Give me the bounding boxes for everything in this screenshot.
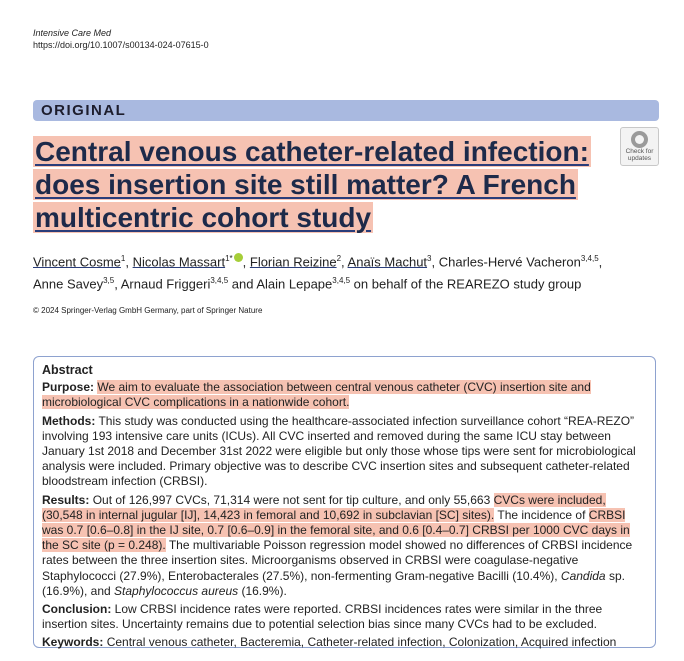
author-separator: , [242,254,250,270]
results-highlight-1: CVCs were included, (30,548 in internal jugular [IJ], 14,423 in femoral and 10,692 in subclavian [SC] sites). [42,492,606,522]
author-link[interactable]: Florian Reizine [249,254,337,270]
author-affiliation: 3 [427,254,432,263]
abstract-results [42,493,646,599]
author-separator: , [598,254,603,270]
author-separator: , [125,254,133,270]
results-label: Results: [42,492,90,507]
abstract-methods [42,414,646,490]
author-affiliation: 3,4,5 [210,276,229,286]
abstract-purpose [42,380,646,410]
orcid-icon[interactable] [234,253,243,262]
article-title-text: Central venous catheter-related infection: does insertion site still matter? A French multicentric cohort study [35,136,589,233]
results-text-5: (16.9%). [238,583,287,598]
author-separator: , [341,254,348,270]
study-group: on behalf of the REAREZO study group [350,276,582,292]
author-affiliation: 3,4,5 [332,276,351,286]
section-banner [33,100,659,121]
author-affiliation: 3,4,5 [580,254,599,263]
results-highlight-2: CRBSI was 0.7 [0.6–0.8] in the IJ site, 0.7 [0.6–0.9] in the femoral site, and 0.6 [0.4–0.7] CRBSI per 1000 CVC days in the SC site (p = 0.248). [42,507,630,553]
author-affiliation: 1 [120,254,126,263]
results-text-4: sp. (16.9%), and [42,568,625,598]
check-for-updates-line1: Check for [625,148,654,155]
author-affiliation: 3,5 [103,276,115,286]
purpose-text: We aim to evaluate the association between central venous catheter (CVC) insertion site and microbiological CVC complications in a nationwide cohort. [42,380,591,410]
results-text-1: Out of 126,997 CVCs, 71,314 were not sent for tip culture, and only 55,663 [92,492,494,507]
article-title [33,135,613,234]
author-separator: , [431,254,439,270]
section-label: ORIGINAL [41,102,127,119]
author-affiliation: 1* [225,254,233,263]
keywords-text: Central venous catheter, Bacteremia, Catheter-related infection, Colonization, Acquired infection [106,635,617,650]
check-for-updates-line2: updates [627,155,652,162]
abstract-conclusion [42,602,646,632]
author-affiliation: 2 [336,254,342,263]
results-text-2: The incidence of [494,507,589,522]
check-for-updates-badge[interactable] [620,127,659,166]
doi-link[interactable]: https://doi.org/10.1007/s00134-024-07615-0 [33,40,209,50]
check-for-updates-icon [631,131,648,148]
abstract-box [33,356,656,648]
author-link[interactable]: Vincent Cosme [33,254,121,270]
author-name: Anne Savey [33,276,104,292]
journal-name: Intensive Care Med [33,28,112,38]
author-separator: , [114,276,121,292]
results-italic-staph: Staphylococcus aureus [114,583,239,598]
author-link[interactable]: Anaïs Machut [347,254,428,270]
author-link[interactable]: Nicolas Massart [132,254,226,270]
results-text-3: The multivariable Poisson regression model showed no differences of CRBSI incidence rates between the three insertion sites. Microorganisms observed in CRBSI were coagulase-negative Staphylococci (27.9%), Enterobacterales (27.5%), non-fermenting Gram-negative Bacilli (10.4%), [42,538,633,583]
copyright-notice: © 2024 Springer-Verlag GmbH Germany, part of Springer Nature [33,306,263,315]
author-name: Arnaud Friggeri [120,276,211,292]
conclusion-text: Low CRBSI incidence rates were reported. CRBSI incidences rates were similar in the three insertion sites. Uncertainty remains due to potential selection bias since many CVCs had to be excluded. [42,602,603,632]
abstract-keywords [42,635,646,650]
results-italic-candida: Candida [560,568,606,583]
keywords-label: Keywords: [42,635,104,650]
conclusion-label: Conclusion: [42,602,112,617]
author-and: and [228,276,257,292]
methods-label: Methods: [42,413,96,428]
abstract-heading: Abstract [42,363,93,377]
methods-text: This study was conducted using the healthcare-associated infection surveillance cohort “REA-REZO” involving 193 intensive care units (ICUs). All CVC inserted and removed during the same ICU stay between January 1st 2018 and December 31st 2022 were eligible but only those whose tips were sent for microbiological analysis were included. Primary objective was to describe CVC insertion sites and subsequent catheter-related bloodstream infection (CRBSI). [42,413,636,489]
author-name: Alain Lepape [256,276,333,292]
author-name: Charles-Hervé Vacheron [438,254,581,270]
purpose-label: Purpose: [42,380,95,395]
author-list [33,249,613,294]
